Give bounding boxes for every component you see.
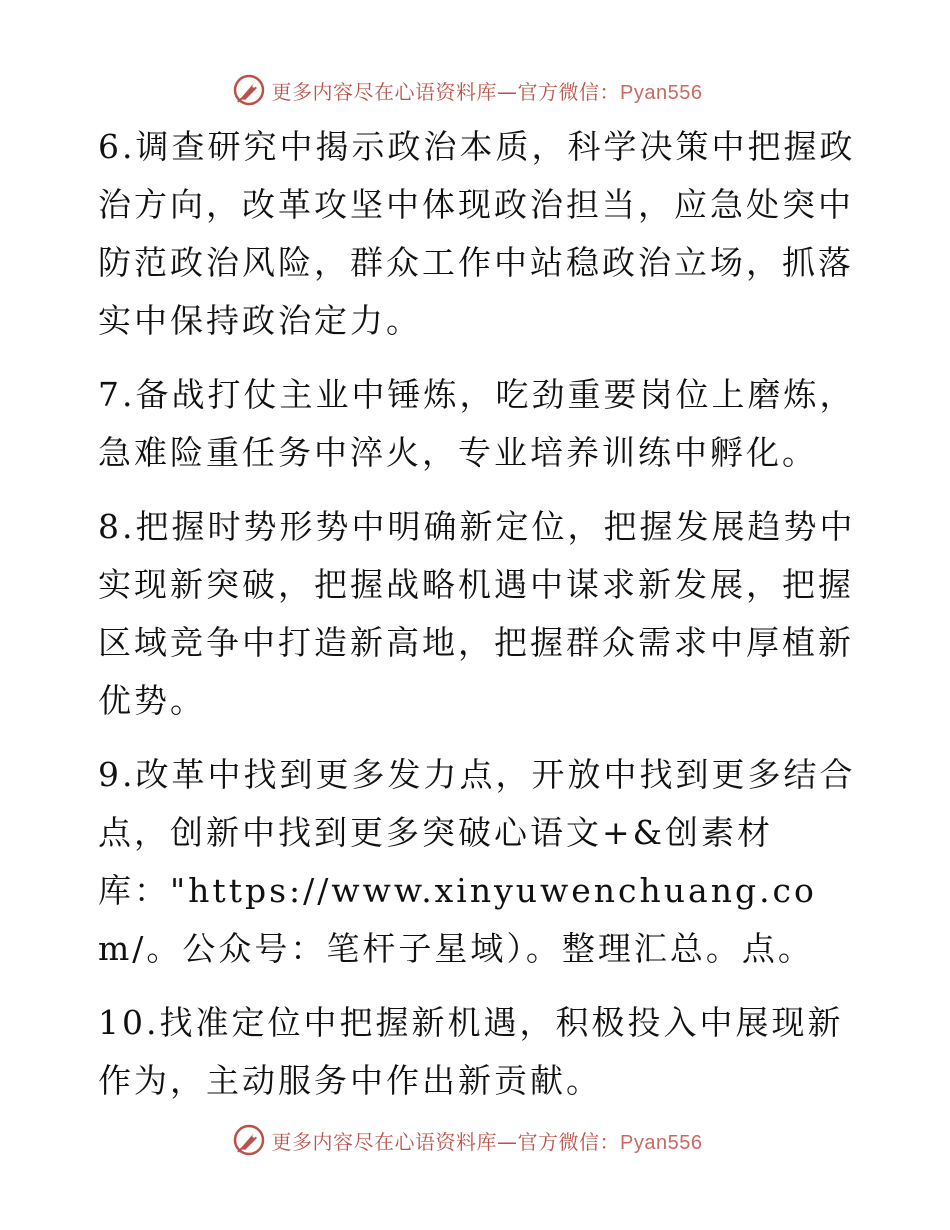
header-banner-dash: — [497, 79, 518, 104]
paragraph-9: 9.改革中找到更多发力点，开放中找到更多结合点，创新中找到更多突破心语文+&创素材库："https://www.xinyuwenchuang.com/。公众号：笔杆子星域）。整理汇总。点。 [98, 755, 856, 968]
footer-banner-wechat-label: 官方微信： [517, 1129, 621, 1154]
pen-nib-logo-icon [232, 1123, 266, 1157]
footer-banner-handle: Pyan556 [620, 1131, 703, 1154]
footer-banner [0, 1120, 950, 1160]
header-banner [0, 70, 950, 110]
header-banner-handle: Pyan556 [620, 81, 703, 104]
paragraph-10: 10.找准定位中把握新机遇，积极投入中展现新作为，主动服务中作出新贡献。 [98, 1003, 844, 1100]
pen-nib-logo-icon [232, 73, 266, 107]
footer-banner-text [272, 1126, 703, 1155]
footer-banner-dash: — [497, 1129, 518, 1154]
header-banner-inner [232, 73, 703, 107]
document-body [98, 118, 858, 1126]
header-banner-wechat-label: 官方微信： [517, 79, 621, 104]
header-banner-text [272, 76, 703, 105]
paragraph-8: 8.把握时势形势中明确新定位，把握发展趋势中实现新突破，把握战略机遇中谋求新发展，把握区域竞争中打造新高地，把握群众需求中厚植新优势。 [98, 507, 856, 720]
header-banner-title: 更多内容尽在心语资料库 [271, 79, 498, 104]
footer-banner-inner [232, 1123, 703, 1157]
paragraph-6: 6.调查研究中揭示政治本质，科学决策中把握政治方向，改革攻坚中体现政治担当，应急处突中防范政治风险，群众工作中站稳政治立场，抓落实中保持政治定力。 [98, 127, 856, 340]
footer-banner-title: 更多内容尽在心语资料库 [271, 1129, 498, 1154]
paragraph-7: 7.备战打仗主业中锤炼，吃劲重要岗位上磨炼，急难险重任务中淬火，专业培养训练中孵化。 [98, 375, 856, 472]
